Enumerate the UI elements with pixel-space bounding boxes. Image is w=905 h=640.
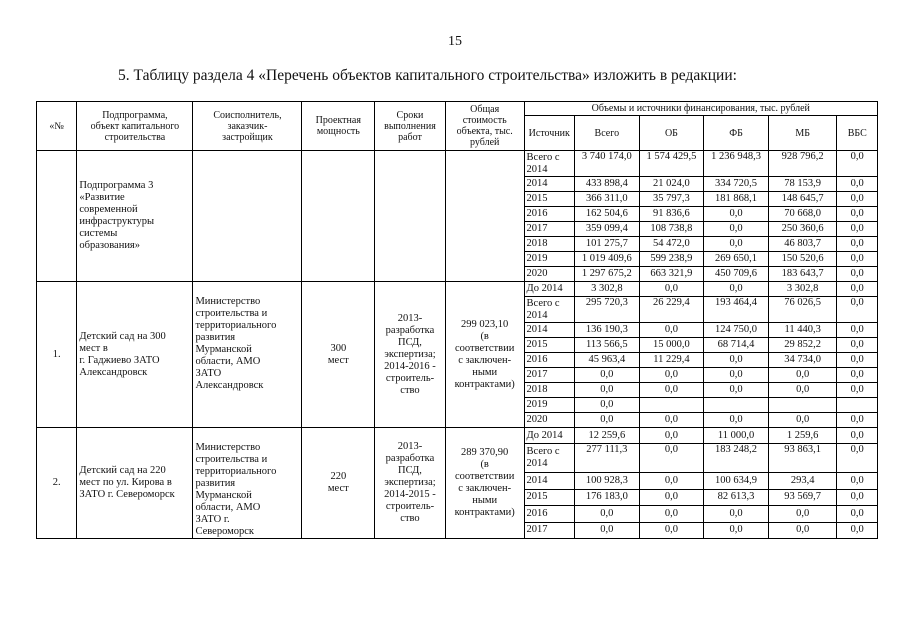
text-line: 2014 (526, 178, 548, 189)
page-number: 15 (448, 34, 462, 49)
text-line: 2019 (526, 253, 548, 264)
funding-source (524, 151, 574, 177)
amount-ob: 0,0 (639, 428, 704, 444)
amount-fb: 0,0 (704, 522, 769, 539)
text-line: Детский сад на 300 (79, 330, 166, 342)
text-line: соответствии (455, 342, 515, 354)
text-line: ПСД, (398, 465, 422, 476)
text-line: мест в (79, 342, 108, 354)
text-line: системы (79, 228, 118, 239)
funding-source (524, 428, 574, 444)
text-line: объект капитального (90, 120, 180, 132)
amount-total: 277 111,3 (575, 444, 640, 473)
funding-source (524, 353, 574, 368)
funding-source (524, 413, 574, 428)
amount-vbs: 0,0 (837, 222, 878, 237)
amount-vbs: 0,0 (837, 444, 878, 473)
amount-fb: 334 720,5 (704, 177, 769, 192)
text-line: 2019 (526, 399, 548, 410)
text-line: с заключен- (458, 483, 512, 494)
amount-fb: 0,0 (704, 207, 769, 222)
amount-vbs: 0,0 (837, 353, 878, 368)
table-row (37, 428, 878, 444)
text-line: области, АМО (195, 502, 261, 513)
amount-mb: 70 668,0 (768, 207, 837, 222)
amount-fb (704, 398, 769, 413)
text-line: Всего с (526, 297, 560, 309)
amount-vbs: 0,0 (837, 192, 878, 207)
funding-source (524, 473, 574, 489)
amount-ob: 0,0 (639, 444, 704, 473)
amount-mb: 78 153,9 (768, 177, 837, 192)
funding-source (524, 444, 574, 473)
amount-total: 100 928,3 (575, 473, 640, 489)
amount-ob: 0,0 (639, 413, 704, 428)
amount-mb: 183 643,7 (768, 267, 837, 282)
text-line: Общая (470, 104, 500, 115)
text-line: ЗАТО г. (195, 514, 230, 525)
text-line: 2015 (526, 491, 548, 503)
amount-fb: 124 750,0 (704, 323, 769, 338)
amount-mb: 250 360,6 (768, 222, 837, 237)
text-line: Подпрограмма 3 (79, 180, 154, 191)
header-terms (375, 102, 446, 151)
amount-ob: 0,0 (639, 282, 704, 297)
amount-total: 0,0 (575, 522, 640, 539)
execution-terms (375, 428, 446, 539)
text-line: строитель- (385, 501, 435, 512)
amount-fb: 68 714,4 (704, 338, 769, 353)
capital-construction-table (36, 101, 878, 539)
amount-ob: 15 000,0 (639, 338, 704, 353)
text-line: Александровск (79, 366, 148, 378)
funding-source (524, 323, 574, 338)
object-name (77, 282, 193, 428)
table-row (37, 151, 878, 177)
text-line: Североморск (195, 526, 255, 537)
amount-mb: 34 734,0 (768, 353, 837, 368)
text-line: Всего с (526, 446, 560, 458)
amount-fb: 450 709,6 (704, 267, 769, 282)
amount-ob: 1 574 429,5 (639, 151, 704, 177)
text-line: 220 (330, 471, 347, 482)
amount-ob: 663 321,9 (639, 267, 704, 282)
text-line: Министерство (195, 296, 261, 307)
amount-vbs: 0,0 (837, 237, 878, 252)
text-line: строитель- (385, 372, 435, 384)
text-line: территориального (195, 320, 277, 331)
text-line: 2015 (526, 339, 548, 350)
text-line: Сроки (396, 109, 424, 121)
funding-source (524, 267, 574, 282)
amount-mb: 0,0 (768, 368, 837, 383)
amount-ob (639, 398, 704, 413)
text-line: Мурманской (195, 490, 252, 501)
amount-ob: 0,0 (639, 506, 704, 522)
header-fb: ФБ (704, 116, 769, 151)
amount-mb: 46 803,7 (768, 237, 837, 252)
amount-fb: 181 868,1 (704, 192, 769, 207)
header-num: «№ (37, 102, 77, 151)
funding-source (524, 222, 574, 237)
design-capacity (302, 428, 375, 539)
amount-mb: 0,0 (768, 383, 837, 398)
text-line: мест по ул. Кирова в (79, 477, 172, 488)
amount-total: 12 259,6 (575, 428, 640, 444)
funding-source (524, 506, 574, 522)
executor (193, 151, 302, 282)
text-line: Мурманской (195, 344, 252, 355)
text-line: области, АМО (195, 356, 261, 367)
text-line: ПСД, (398, 336, 422, 348)
text-line: 2014 (526, 324, 548, 335)
amount-ob: 91 836,6 (639, 207, 704, 222)
text-line: объекта, тыс. (456, 126, 513, 137)
text-line: 2020 (526, 268, 548, 279)
amount-total: 0,0 (575, 413, 640, 428)
text-line: ными (472, 495, 498, 506)
header-vbs: ВБС (837, 116, 878, 151)
amount-mb: 148 645,7 (768, 192, 837, 207)
executor (193, 282, 302, 428)
text-line: 2018 (526, 384, 548, 395)
amount-fb: 0,0 (704, 506, 769, 522)
amount-vbs: 0,0 (837, 151, 878, 177)
header-source: Источник (524, 116, 574, 151)
text-line: 2016 (526, 208, 548, 219)
amount-ob: 0,0 (639, 383, 704, 398)
amount-total: 136 190,3 (575, 323, 640, 338)
text-line: застройщик (222, 131, 273, 143)
amount-mb: 293,4 (768, 473, 837, 489)
header-program (77, 102, 193, 151)
text-line: выполнения (384, 120, 436, 132)
text-line: 2016 (526, 507, 548, 519)
amount-mb (768, 398, 837, 413)
amount-total: 3 740 174,0 (575, 151, 640, 177)
amount-mb: 1 259,6 (768, 428, 837, 444)
text-line: Всего с (526, 151, 560, 163)
amount-total: 433 898,4 (575, 177, 640, 192)
text-line: Соисполнитель, (213, 109, 282, 121)
text-line: строительства и (195, 454, 268, 465)
amount-mb: 29 852,2 (768, 338, 837, 353)
amount-total: 113 566,5 (575, 338, 640, 353)
text-line: 2013- (397, 312, 423, 324)
header-ob: ОБ (639, 116, 704, 151)
amount-fb: 0,0 (704, 353, 769, 368)
amount-ob: 0,0 (639, 323, 704, 338)
text-line: 2018 (526, 238, 548, 249)
amount-mb: 0,0 (768, 413, 837, 428)
amount-ob: 0,0 (639, 522, 704, 539)
amount-mb: 0,0 (768, 506, 837, 522)
executor (193, 428, 302, 539)
execution-terms (375, 282, 446, 428)
text-line: ными (472, 366, 498, 378)
funding-source (524, 398, 574, 413)
header-mb: МБ (768, 116, 837, 151)
text-line: мест (327, 483, 349, 494)
amount-fb: 0,0 (704, 222, 769, 237)
text-line: заказчик- (227, 120, 268, 132)
text-line: территориального (195, 466, 277, 477)
text-line: 2015 (526, 193, 548, 204)
amount-total: 1 019 409,6 (575, 252, 640, 267)
execution-terms (375, 151, 446, 282)
amount-mb: 93 569,7 (768, 489, 837, 505)
amount-fb: 0,0 (704, 282, 769, 297)
text-line: современной (79, 204, 138, 215)
amount-fb: 0,0 (704, 413, 769, 428)
total-cost (445, 151, 524, 282)
funding-source (524, 489, 574, 505)
text-line: разработка (385, 453, 435, 464)
amount-vbs: 0,0 (837, 323, 878, 338)
text-line: инфраструктуры (79, 216, 155, 227)
text-line: 2013- (397, 441, 423, 452)
amount-ob: 54 472,0 (639, 237, 704, 252)
amount-mb: 0,0 (768, 522, 837, 539)
amount-total: 101 275,7 (575, 237, 640, 252)
amount-fb: 183 248,2 (704, 444, 769, 473)
amount-ob: 21 024,0 (639, 177, 704, 192)
text-line: 2016 (526, 354, 548, 365)
text-line: 2014 (526, 163, 548, 175)
funding-source (524, 368, 574, 383)
funding-source (524, 297, 574, 323)
text-line: ЗАТО г. Североморск (79, 489, 175, 500)
amount-total: 3 302,8 (575, 282, 640, 297)
amount-vbs: 0,0 (837, 177, 878, 192)
text-line: До 2014 (526, 283, 563, 294)
text-line: Министерство (195, 442, 261, 453)
amount-mb: 76 026,5 (768, 297, 837, 323)
row-number: 1. (37, 282, 77, 428)
amount-fb: 0,0 (704, 368, 769, 383)
header-capacity (302, 102, 375, 151)
text-line: образования» (79, 240, 141, 251)
amount-mb: 93 863,1 (768, 444, 837, 473)
amount-mb: 11 440,3 (768, 323, 837, 338)
text-line: 2014 (526, 458, 548, 470)
text-line: контрактами) (454, 378, 515, 390)
funding-source (524, 383, 574, 398)
funding-source (524, 177, 574, 192)
amount-mb: 3 302,8 (768, 282, 837, 297)
text-line: ство (400, 513, 420, 524)
funding-source (524, 207, 574, 222)
amount-fb: 11 000,0 (704, 428, 769, 444)
amount-ob: 108 738,8 (639, 222, 704, 237)
amount-fb: 269 650,1 (704, 252, 769, 267)
text-line: Александровск (195, 380, 264, 391)
text-line: контрактами) (454, 507, 515, 518)
amount-vbs: 0,0 (837, 338, 878, 353)
amount-fb: 0,0 (704, 237, 769, 252)
text-line: 2014-2016 - (384, 360, 436, 372)
amount-vbs: 0,0 (837, 473, 878, 489)
text-line: Детский сад на 220 (79, 465, 166, 476)
text-line: с заключен- (458, 354, 512, 366)
table-row (37, 282, 878, 297)
amount-vbs: 0,0 (837, 506, 878, 522)
funding-source (524, 192, 574, 207)
funding-source (524, 237, 574, 252)
text-line: мощность (316, 126, 360, 137)
text-line: мест (327, 354, 349, 366)
amount-ob: 0,0 (639, 489, 704, 505)
amount-total: 366 311,0 (575, 192, 640, 207)
text-line: соответствии (455, 471, 515, 482)
total-cost (445, 428, 524, 539)
amount-vbs: 0,0 (837, 383, 878, 398)
text-line: рублей (470, 137, 500, 148)
funding-source (524, 252, 574, 267)
amount-vbs: 0,0 (837, 252, 878, 267)
text-line: развития (195, 332, 236, 343)
amount-total: 295 720,3 (575, 297, 640, 323)
text-line: 2014-2015 - (384, 489, 436, 500)
text-line: (в (480, 330, 489, 342)
amount-total: 162 504,6 (575, 207, 640, 222)
amount-mb: 150 520,6 (768, 252, 837, 267)
design-capacity (302, 151, 375, 282)
funding-source (524, 522, 574, 539)
amount-total: 0,0 (575, 398, 640, 413)
amount-total: 1 297 675,2 (575, 267, 640, 282)
text-line: «Развитие (79, 192, 125, 203)
text-line: 300 (330, 342, 347, 354)
amount-ob: 26 229,4 (639, 297, 704, 323)
amount-mb: 928 796,2 (768, 151, 837, 177)
amount-vbs: 0,0 (837, 368, 878, 383)
funding-source (524, 282, 574, 297)
text-line: 2017 (526, 524, 548, 536)
text-line: г. Гаджиево ЗАТО (79, 354, 160, 366)
table-body (37, 151, 878, 539)
text-line: 299 023,10 (461, 318, 509, 330)
amount-vbs: 0,0 (837, 522, 878, 539)
object-name (77, 151, 193, 282)
text-line: 2017 (526, 223, 548, 234)
amount-ob: 0,0 (639, 368, 704, 383)
amount-fb: 193 464,4 (704, 297, 769, 323)
text-line: До 2014 (526, 429, 563, 441)
text-line: (в (480, 459, 489, 470)
header-executor (193, 102, 302, 151)
text-line: Проектная (315, 115, 361, 126)
total-cost (445, 282, 524, 428)
amount-total: 45 963,4 (575, 353, 640, 368)
text-line: ство (400, 384, 420, 396)
text-line: 2014 (526, 474, 548, 486)
amount-ob: 11 229,4 (639, 353, 704, 368)
amount-total: 0,0 (575, 383, 640, 398)
header-funding: Объемы и источники финансирования, тыс. рублей (524, 102, 877, 116)
text-line: работ (398, 131, 422, 143)
header-cost (445, 102, 524, 151)
amount-fb: 0,0 (704, 383, 769, 398)
amount-vbs: 0,0 (837, 428, 878, 444)
amount-vbs: 0,0 (837, 282, 878, 297)
amount-vbs: 0,0 (837, 413, 878, 428)
text-line: стоимость (462, 115, 507, 126)
amount-total: 0,0 (575, 368, 640, 383)
text-line: 289 370,90 (461, 447, 509, 458)
text-line: 2020 (526, 414, 548, 425)
text-line: развития (195, 478, 236, 489)
row-number (37, 151, 77, 282)
amount-total: 176 183,0 (575, 489, 640, 505)
amount-ob: 35 797,3 (639, 192, 704, 207)
design-capacity (302, 282, 375, 428)
text-line: строительства и (195, 308, 268, 319)
amount-total: 0,0 (575, 506, 640, 522)
amount-ob: 0,0 (639, 473, 704, 489)
header-total: Всего (575, 116, 640, 151)
amount-vbs: 0,0 (837, 267, 878, 282)
text-line: строительства (104, 131, 166, 143)
text-line: 2017 (526, 369, 548, 380)
text-line: экспертиза; (384, 477, 436, 488)
amount-vbs: 0,0 (837, 207, 878, 222)
text-line: 2014 (526, 309, 548, 321)
amount-vbs (837, 398, 878, 413)
amount-total: 359 099,4 (575, 222, 640, 237)
section-heading: 5. Таблицу раздела 4 «Перечень объектов капитального строительства» изложить в редакции: (118, 67, 737, 84)
amount-vbs: 0,0 (837, 489, 878, 505)
row-number: 2. (37, 428, 77, 539)
amount-ob: 599 238,9 (639, 252, 704, 267)
text-line: экспертиза; (384, 348, 436, 360)
object-name (77, 428, 193, 539)
text-line: Подпрограмма, (102, 109, 168, 121)
amount-fb: 82 613,3 (704, 489, 769, 505)
text-line: ЗАТО (195, 368, 222, 379)
amount-fb: 1 236 948,3 (704, 151, 769, 177)
amount-fb: 100 634,9 (704, 473, 769, 489)
text-line: разработка (385, 324, 435, 336)
amount-vbs: 0,0 (837, 297, 878, 323)
funding-source (524, 338, 574, 353)
